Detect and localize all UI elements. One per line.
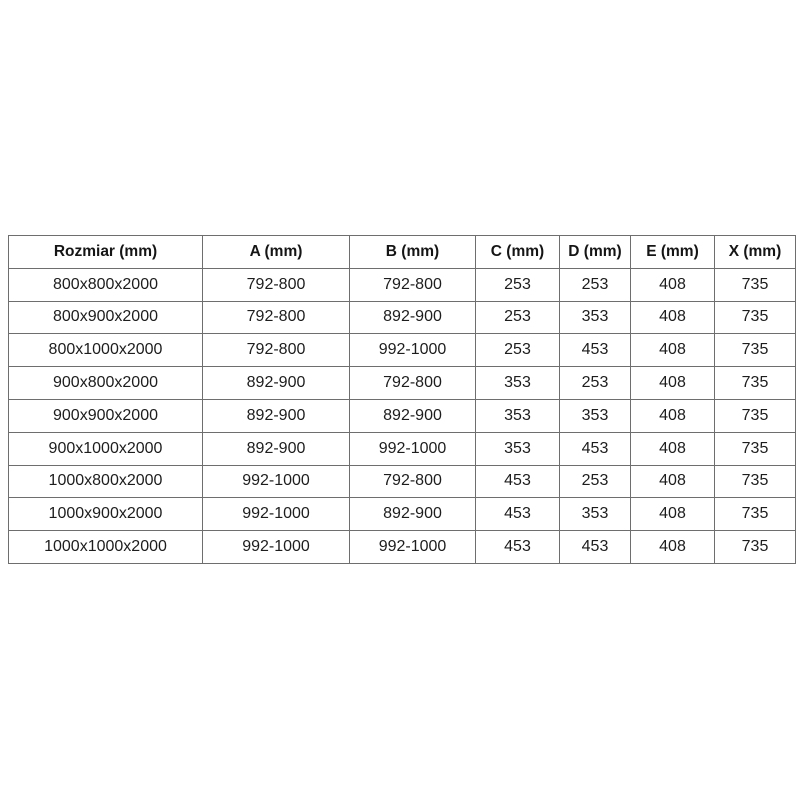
cell-e: 408	[631, 432, 715, 465]
cell-x: 735	[715, 268, 796, 301]
cell-rozmiar: 900x1000x2000	[9, 432, 203, 465]
table-row	[9, 531, 796, 564]
column-header-x: X (mm)	[715, 236, 796, 269]
cell-a: 892-900	[203, 367, 350, 400]
cell-rozmiar: 900x900x2000	[9, 399, 203, 432]
cell-x: 735	[715, 334, 796, 367]
cell-e: 408	[631, 498, 715, 531]
cell-rozmiar: 800x800x2000	[9, 268, 203, 301]
cell-b: 892-900	[350, 399, 476, 432]
cell-a: 792-800	[203, 268, 350, 301]
cell-b: 992-1000	[350, 531, 476, 564]
cell-e: 408	[631, 268, 715, 301]
cell-a: 992-1000	[203, 498, 350, 531]
cell-b: 892-900	[350, 498, 476, 531]
table-row	[9, 334, 796, 367]
cell-rozmiar: 800x1000x2000	[9, 334, 203, 367]
column-header-b: B (mm)	[350, 236, 476, 269]
cell-b: 992-1000	[350, 432, 476, 465]
cell-b: 792-800	[350, 465, 476, 498]
cell-e: 408	[631, 367, 715, 400]
cell-c: 253	[476, 334, 560, 367]
cell-c: 253	[476, 268, 560, 301]
cell-rozmiar: 1000x1000x2000	[9, 531, 203, 564]
cell-rozmiar: 900x800x2000	[9, 367, 203, 400]
cell-c: 453	[476, 465, 560, 498]
cell-a: 792-800	[203, 334, 350, 367]
cell-d: 253	[560, 268, 631, 301]
dimensions-table-container	[8, 235, 796, 564]
cell-rozmiar: 1000x800x2000	[9, 465, 203, 498]
cell-c: 353	[476, 367, 560, 400]
cell-x: 735	[715, 465, 796, 498]
cell-e: 408	[631, 465, 715, 498]
cell-d: 353	[560, 301, 631, 334]
cell-x: 735	[715, 301, 796, 334]
cell-rozmiar: 800x900x2000	[9, 301, 203, 334]
cell-e: 408	[631, 301, 715, 334]
cell-x: 735	[715, 498, 796, 531]
cell-b: 792-800	[350, 367, 476, 400]
column-header-d: D (mm)	[560, 236, 631, 269]
table-row	[9, 268, 796, 301]
cell-d: 453	[560, 432, 631, 465]
cell-c: 453	[476, 531, 560, 564]
cell-d: 253	[560, 465, 631, 498]
cell-rozmiar: 1000x900x2000	[9, 498, 203, 531]
table-row	[9, 432, 796, 465]
cell-a: 992-1000	[203, 531, 350, 564]
table-row	[9, 367, 796, 400]
cell-d: 453	[560, 334, 631, 367]
table-row	[9, 498, 796, 531]
cell-d: 353	[560, 498, 631, 531]
cell-a: 892-900	[203, 432, 350, 465]
column-header-e: E (mm)	[631, 236, 715, 269]
column-header-a: A (mm)	[203, 236, 350, 269]
table-row	[9, 465, 796, 498]
cell-c: 353	[476, 432, 560, 465]
cell-e: 408	[631, 531, 715, 564]
dimensions-table	[8, 235, 796, 564]
table-row	[9, 301, 796, 334]
cell-x: 735	[715, 531, 796, 564]
cell-b: 892-900	[350, 301, 476, 334]
cell-c: 253	[476, 301, 560, 334]
cell-x: 735	[715, 432, 796, 465]
table-row	[9, 399, 796, 432]
cell-c: 453	[476, 498, 560, 531]
cell-a: 992-1000	[203, 465, 350, 498]
cell-e: 408	[631, 334, 715, 367]
cell-b: 992-1000	[350, 334, 476, 367]
column-header-c: C (mm)	[476, 236, 560, 269]
cell-d: 353	[560, 399, 631, 432]
column-header-rozmiar: Rozmiar (mm)	[9, 236, 203, 269]
cell-a: 892-900	[203, 399, 350, 432]
cell-a: 792-800	[203, 301, 350, 334]
cell-b: 792-800	[350, 268, 476, 301]
cell-c: 353	[476, 399, 560, 432]
cell-d: 253	[560, 367, 631, 400]
cell-e: 408	[631, 399, 715, 432]
cell-x: 735	[715, 399, 796, 432]
table-header-row	[9, 236, 796, 269]
cell-x: 735	[715, 367, 796, 400]
cell-d: 453	[560, 531, 631, 564]
